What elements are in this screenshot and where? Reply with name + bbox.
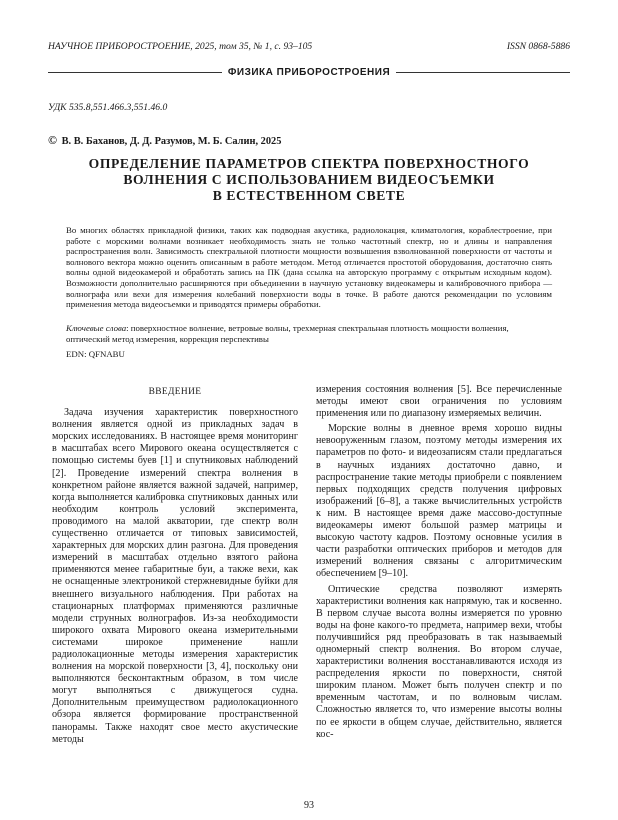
copyright-symbol: © [48, 133, 57, 147]
page-number: 93 [304, 800, 314, 811]
introduction-heading: ВВЕДЕНИЕ [148, 387, 202, 397]
paragraph: Оптические средства позволяют измерять характеристики волнения как напрямую, так и косвенно. В первом случае высота волны измеряется по уровню воды на фоне какого-то предмета, например вехи, чтобы получившийся ряд преобразовать в так называемый одномерный спектр волнения. Во втором случае, характеристики волнения восстанавливаются исходя из распределения яркости по поверхности, снятой широким планом. Может быть получен спектр и по временным частотам, и по волновым числам. Сложностью является то, что измерение высоты волны по ее яркости в общем случае, действительно, является кос- [316, 583, 562, 740]
keywords [66, 323, 552, 344]
running-head [48, 41, 570, 52]
left-column [52, 384, 298, 746]
section-label: ФИЗИКА ПРИБОРОСТРОЕНИЯ [227, 66, 391, 78]
author-names: В. В. Баханов, Д. Д. Разумов, М. Б. Салин, 2025 [61, 136, 282, 147]
title-line-1: ОПРЕДЕЛЕНИЕ ПАРАМЕТРОВ СПЕКТРА ПОВЕРХНОСТНОГО [88, 156, 530, 171]
abstract: Во многих областях прикладной физики, таких как подводная акустика, радиолокация, климатология, кораблестроение, при работе с морскими волнами возникает необходимость знать не только частотный спектр, но и длины и направления распространения волн. Зависимость спектральной плотности мощности возвышения взволнованной поверхности от частоты и волнового вектора можно оценить описанным в работе методом. Метод отличается простотой оборудования, достаточно снять волны одной видеокамерой и обработать запись на ПК (дана ссылка на авторскую программу с открытым исходным кодом). Возможности дополнительно расширяются при объединении в научную установку видеокамеры и калибровочного прибора — волнографа или вехи для измерения колебаний поверхности воды в точке. В работе даются рекомендации по условиям применения метода видеосъемки и приводятся примеры обработки. [66, 225, 552, 310]
divider-line-left [48, 72, 222, 73]
journal-citation: НАУЧНОЕ ПРИБОРОСТРОЕНИЕ, 2025, том 35, № 1, с. 93–105 [48, 41, 313, 52]
udc-code: УДК 535.8,551.466.3,551.46.0 [48, 102, 168, 113]
paragraph: Морские волны в дневное время хорошо видны невооруженным глазом, поэтому методы измерения их параметров по фото- и видеозаписям стали предлагаться в научных изданиях достаточно давно, и распространение такие методы приобрели с появлением первых подходящих средств получения цифровых изображений [6–8], а также вычислительных устройств к ним. В настоящее время даже массово-доступные видеокамеры имеют большой размер матрицы и высокую частоту кадров. Поэтому основные усилия в части разработки оптических приборов и методов для измерений волнения связаны с алгоритмическим обеспечением [9–10]. [316, 423, 562, 580]
authors-line [48, 133, 281, 148]
edn-code: EDN: QFNABU [66, 349, 125, 359]
issn: ISSN 0868-5886 [506, 41, 570, 52]
paragraph: Задача изучения характеристик поверхностного волнения является одной из прикладных задач в морских исследованиях. В настоящее время мониторинг в масштабах всего Мирового океана осуществляется с помощью системы буев [1] и спутниковых наблюдений [2]. Проведение измерений спектра волнения в конкретном районе является важной задачей, например, когда выполняется калибровка спутниковых данных или необходим контроль условий эксперимента, проводимого на малой акватории, где спектр волн существенно отличается от типовых зависимостей, характерных для морских длин разгона. Для проведения измерений в масштабах отдельно взятого района применяются менее габаритные буи, а также вехи, как не оснащенные электроникой стержневидные буйки для внешнего визуального наблюдения. При работах на стационарных платформах применяются различные модели струнных волнографов. Из-за необходимости широкого охвата Мирового океана измерительными системами широкое применение нашли радиолокационные методы измерения характеристик волнения на морской поверхности [3, 4], поскольку они выполняются бесконтактным образом, в том числе могут выполняться с движущегося судна. Дополнительным преимуществом радиолокационного обзора является формирование пространственной панорамы. Также находят свое место акустические методы [52, 407, 298, 745]
title-line-2: ВОЛНЕНИЯ С ИСПОЛЬЗОВАНИЕМ ВИДЕОСЪЕМКИ [123, 172, 495, 187]
paragraph-continued: измерения состояния волнения [5]. Все перечисленные методы имеют свои ограничения по условиям применения или по диапазону измеряемых величин. [316, 384, 562, 420]
divider-line-right [396, 72, 570, 73]
right-column [316, 384, 562, 741]
section-divider [48, 66, 570, 78]
keywords-label: Ключевые слова [66, 323, 127, 333]
keywords-text: : поверхностное волнение, ветровые волны, трехмерная спектральная плотность мощности волнения, оптический метод измерения, коррекция перспективы [66, 323, 509, 344]
article-title [62, 156, 556, 204]
title-line-3: В ЕСТЕСТВЕННОМ СВЕТЕ [212, 188, 406, 203]
